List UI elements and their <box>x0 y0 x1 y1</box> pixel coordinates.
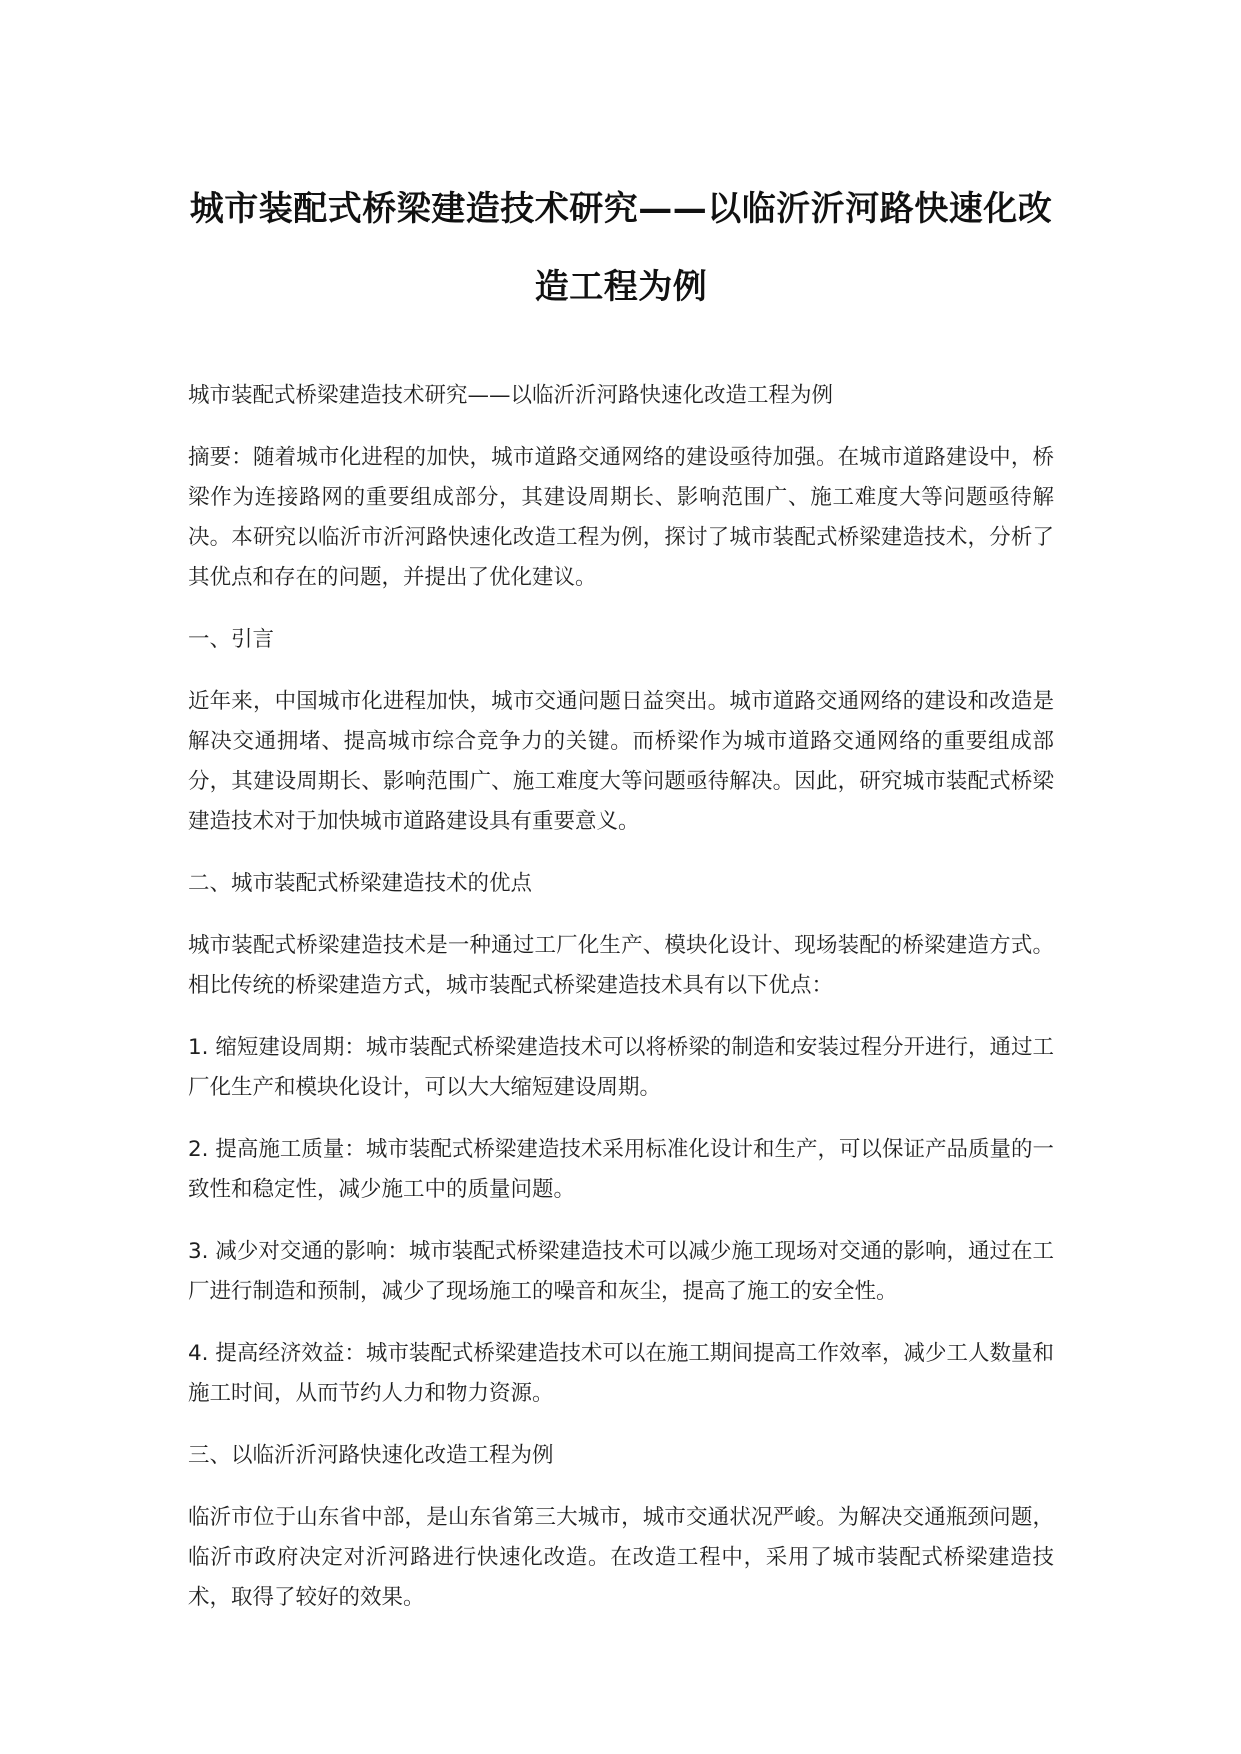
body-paragraph: 城市装配式桥梁建造技术是一种通过工厂化生产、模块化设计、现场装配的桥梁建造方式。相比传统的桥梁建造方式，城市装配式桥梁建造技术具有以下优点： <box>188 933 1054 998</box>
section-heading-advantages: 二、城市装配式桥梁建造技术的优点 <box>188 871 533 896</box>
title-line-2: 造工程为例 <box>534 267 708 307</box>
list-item-2: 2. 提高施工质量：城市装配式桥梁建造技术采用标准化设计和生产，可以保证产品质量的一致性和稳定性，减少施工中的质量问题。 <box>188 1137 1054 1202</box>
section-heading-case-study: 三、以临沂沂河路快速化改造工程为例 <box>188 1443 554 1468</box>
list-item-4: 4. 提高经济效益：城市装配式桥梁建造技术可以在施工期间提高工作效率，减少工人数量和施工时间，从而节约人力和物力资源。 <box>188 1341 1054 1406</box>
body-paragraph: 临沂市位于山东省中部，是山东省第三大城市，城市交通状况严峻。为解决交通瓶颈问题，临沂市政府决定对沂河路进行快速化改造。在改造工程中，采用了城市装配式桥梁建造技术，取得了较好的效果。 <box>188 1505 1054 1610</box>
body-paragraph: 近年来，中国城市化进程加快，城市交通问题日益突出。城市道路交通网络的建设和改造是解决交通拥堵、提高城市综合竞争力的关键。而桥梁作为城市道路交通网络的重要组成部分，其建设周期长、影响范围广、施工难度大等问题亟待解决。因此，研究城市装配式桥梁建造技术对于加快城市道路建设具有重要意义。 <box>188 689 1054 834</box>
document-title <box>188 0 1054 326</box>
abstract-paragraph: 摘要：随着城市化进程的加快，城市道路交通网络的建设亟待加强。在城市道路建设中，桥梁作为连接路网的重要组成部分，其建设周期长、影响范围广、施工难度大等问题亟待解决。本研究以临沂市沂河路快速化改造工程为例，探讨了城市装配式桥梁建造技术，分析了其优点和存在的问题，并提出了优化建议。 <box>188 445 1054 590</box>
title-line-1: 城市装配式桥梁建造技术研究——以临沂沂河路快速化改 <box>189 189 1053 229</box>
section-heading-introduction: 一、引言 <box>188 627 275 652</box>
subtitle-paragraph: 城市装配式桥梁建造技术研究——以临沂沂河路快速化改造工程为例 <box>188 383 834 408</box>
document-page <box>188 0 1054 1640</box>
list-item-1: 1. 缩短建设周期：城市装配式桥梁建造技术可以将桥梁的制造和安装过程分开进行，通过工厂化生产和模块化设计，可以大大缩短建设周期。 <box>188 1035 1054 1100</box>
document-body <box>188 376 1054 1618</box>
list-item-3: 3. 减少对交通的影响：城市装配式桥梁建造技术可以减少施工现场对交通的影响，通过在工厂进行制造和预制，减少了现场施工的噪音和灰尘，提高了施工的安全性。 <box>188 1239 1054 1304</box>
